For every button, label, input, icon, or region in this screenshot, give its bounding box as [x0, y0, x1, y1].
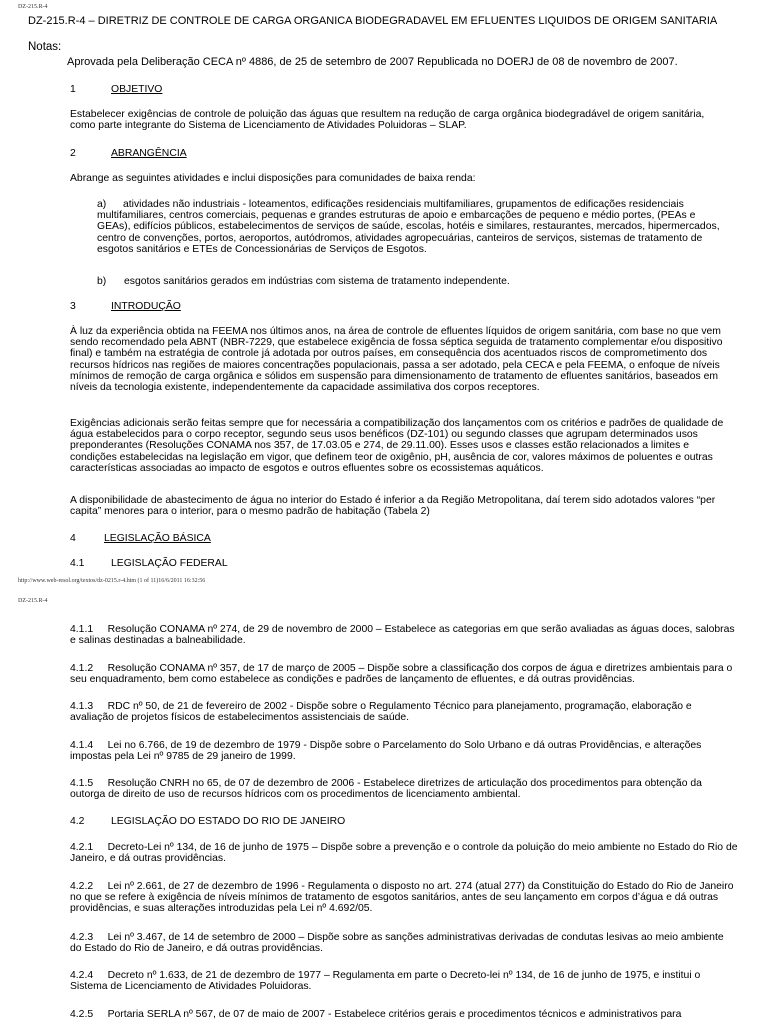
item-text: Lei nº 3.467, de 14 de setembro de 2000 – Dispõe sobre as sanções administrativas derivadas de condutas lesivas ao meio ambiente do Estado do Rio de Janeiro, e dá outras providências. — [70, 932, 724, 955]
legislation-item — [70, 624, 738, 646]
item-text: RDC nº 50, de 21 de fevereiro de 2002 - Dispõe sobre o Regulamento Técnico para planejamento, programação, elaboração e avaliação de projetos físicos de estabelecimentos assistenciais de saúde. — [70, 701, 692, 724]
introducao-paragraph-2: Exigências adicionais serão feitas sempre que for necessária a compatibilização dos lançamentos com os critérios e padrões de qualidade de água estabelecidos para o corpo receptor, segundo seus usos benéficos (DZ-101) ou segundo classes que agrupam determinados usos preponderantes (Resoluções CONAMA nos 357, de 17.03.05 e 274, de 29.11.00). Esses usos e classes estão relacionados a limites e condições estabelecidas na legislação em vigor, que definem teor de oxigênio, pH, ausência de cor, valores máximos de poluentes e outras características associadas ao impacto de esgotos e outros efluentes sobre os ecossistemas aquáticos. — [70, 418, 724, 474]
legislation-item — [70, 970, 738, 992]
item-number: 4.2.1 — [70, 842, 94, 853]
introducao-paragraph-1: À luz da experiência obtida na FEEMA nos últimos anos, na área de controle de efluentes líquidos de origem sanitária, com base no que vem sendo recomendado pela ABNT (NBR-7229, que estabelece exigência de fossa séptica seguida de tratamento complementar e/ou dispositivo final) e também na estratégia de controle já adotada por outros países, em consequência dos acentuados riscos de comprometimento dos recursos hídricos nas regiões de maiores concentrações populacionais, passa a ser adotado, pela CECA e pela FEEMA, o enfoque de níveis mínimos de remoção de carga orgânica e sólidos em suspensão para dimensionamento de tratamento de efluentes sanitários, baseados em níveis da tecnologia existente, independentemente da capacidade assimilativa dos corpos receptores. — [70, 326, 723, 394]
page-footer-url: http://www.web-resol.org/textos/dz-0215.r-4.htm (1 of 11)16/6/2011 16:32:56 — [18, 578, 206, 584]
item-number: 4.2.2 — [70, 881, 94, 892]
item-number: 4.1.1 — [70, 624, 94, 635]
item-number: 4.1.3 — [70, 701, 94, 712]
list-label-a: a) — [97, 199, 107, 210]
legislation-item — [70, 701, 738, 723]
section-number: 4 — [70, 533, 76, 544]
section-title-legislacao-federal: LEGISLAÇÃO FEDERAL — [111, 558, 228, 569]
item-text: Decreto nº 1.633, de 21 de dezembro de 1977 – Regulamenta em parte o Decreto-lei nº 134, de 16 de junho de 1975, e institui o Sistema de Licenciamento de Atividades Poluidoras. — [70, 970, 701, 993]
item-number: 4.2.3 — [70, 932, 94, 943]
legislation-item — [70, 663, 738, 685]
item-text: Resolução CONAMA nº 357, de 17 de março de 2005 – Dispõe sobre a classificação dos corpos de água e diretrizes ambientais para o seu enquadramento, bem como estabelece as condições e padrões de lançamento de efluentes, e dá outras providências. — [70, 663, 733, 686]
item-number: 4.2.4 — [70, 970, 94, 981]
introducao-paragraph-3: A disponibilidade de abastecimento de água no interior do Estado é inferior a da Região Metropolitana, daí terem sido adotados valores “per capita” menores para o interior, para o mesmo padrão de habitação (Tabela 2) — [70, 495, 716, 518]
abrangencia-item-a: atividades não industriais - loteamentos, edificações residenciais multifamiliares, grupamentos de edificações residenciais multifamiliares, centros comerciais, pequenas e grandes estruturas de apoio e embarcações de pequeno e médio portes, (PEAs e GEAs), edifícios públicos, estabelecimentos de serviços de saúde, escolas, hotéis e similares, restaurantes, mercados, hipermercados, centro de convenções, portos, aeroportos, autódromos, atividades agropecuárias, canteiros de serviços, sistemas de tratamento de esgotos sanitários e ETEs de Concessionárias de Serviços de Esgotos. — [97, 199, 720, 255]
section-title-legislacao: LEGISLAÇÃO BÁSICA — [104, 533, 211, 544]
legislation-item — [70, 740, 738, 762]
section-number: 2 — [70, 148, 76, 159]
item-text: Lei no 6.766, de 19 de dezembro de 1979 - Dispõe sobre o Parcelamento do Solo Urbano e dá outras Providências, e alterações impostas pela Lei nº 9785 de 29 janeiro de 1999. — [70, 740, 702, 763]
document-title: DZ-215.R-4 – DIRETRIZ DE CONTROLE DE CARGA ORGANICA BIODEGRADAVEL EM EFLUENTES LIQUIDOS DE ORIGEM SANITARIA — [28, 15, 718, 27]
legislation-item — [70, 842, 738, 864]
legislation-item — [70, 881, 738, 915]
item-number: 4.1.5 — [70, 778, 94, 789]
section-number: 1 — [70, 84, 76, 95]
section-title-abrangencia: ABRANGÊNCIA — [111, 148, 187, 159]
running-header: DZ-215.R-4 — [18, 4, 48, 10]
item-text: Decreto-Lei nº 134, de 16 de junho de 1975 – Dispõe sobre a prevenção e o controle da poluição do meio ambiente no Estado do Rio de Janeiro, e dá outras providências. — [70, 842, 738, 865]
item-text: Resolução CNRH no 65, de 07 de dezembro de 2006 - Estabelece diretrizes de articulação dos procedimentos para obtenção da outorga de direito de uso de recursos hídricos com os procedimentos de licenciamento ambiental. — [70, 778, 702, 801]
legislation-item — [70, 778, 738, 800]
section-number: 4.1 — [70, 558, 85, 569]
legislation-item — [70, 932, 738, 954]
legislation-item — [70, 1009, 738, 1023]
item-text: Lei nº 2.661, de 27 de dezembro de 1996 - Regulamenta o disposto no art. 274 (atual 277) da Constituição do Estado do Rio de Janeiro no que se refere à exigência de níveis mínimos de tratamento de esgotos sanitários, antes de seu lançamento em corpos d’água e dá outras providências, e suas alterações introduzidas pela Lei nº 4.692/05. — [70, 881, 734, 915]
section-title-objetivo: OBJETIVO — [111, 84, 163, 95]
item-text: Resolução CONAMA nº 274, de 29 de novembro de 2000 – Estabelece as categorias em que serão avaliadas as águas doces, salobras e salinas destinadas a balneabilidade. — [70, 624, 735, 647]
abrangencia-item-b: esgotos sanitários gerados em indústrias com sistema de tratamento independente. — [124, 276, 510, 287]
running-header: DZ-215.R-4 — [18, 598, 48, 604]
section-number: 4.2 — [70, 816, 85, 827]
item-number: 4.2.5 — [70, 1009, 94, 1020]
list-label-b: b) — [97, 276, 107, 287]
notes-label: Notas: — [28, 41, 62, 53]
item-number: 4.1.4 — [70, 740, 94, 751]
section-title-legislacao-estadual: LEGISLAÇÃO DO ESTADO DO RIO DE JANEIRO — [111, 816, 346, 827]
approval-note: Aprovada pela Deliberação CECA nº 4886, de 25 de setembro de 2007 Republicada no DOERJ de 08 de novembro de 2007. — [67, 56, 678, 68]
objetivo-text: Estabelecer exigências de controle de poluição das águas que resultem na redução de carga orgânica biodegradável de origem sanitária, como parte integrante do Sistema de Licenciamento de Atividades Poluidoras – SLAP. — [70, 109, 705, 132]
item-number: 4.1.2 — [70, 663, 94, 674]
abrangencia-intro: Abrange as seguintes atividades e inclui disposições para comunidades de baixa renda: — [70, 173, 476, 184]
item-text: Portaria SERLA nº 567, de 07 de maio de 2007 - Estabelece critérios gerais e procedimentos técnicos e administrativos para — [107, 1009, 682, 1020]
section-number: 3 — [70, 301, 76, 312]
section-title-introducao: INTRODUÇÃO — [111, 301, 181, 312]
